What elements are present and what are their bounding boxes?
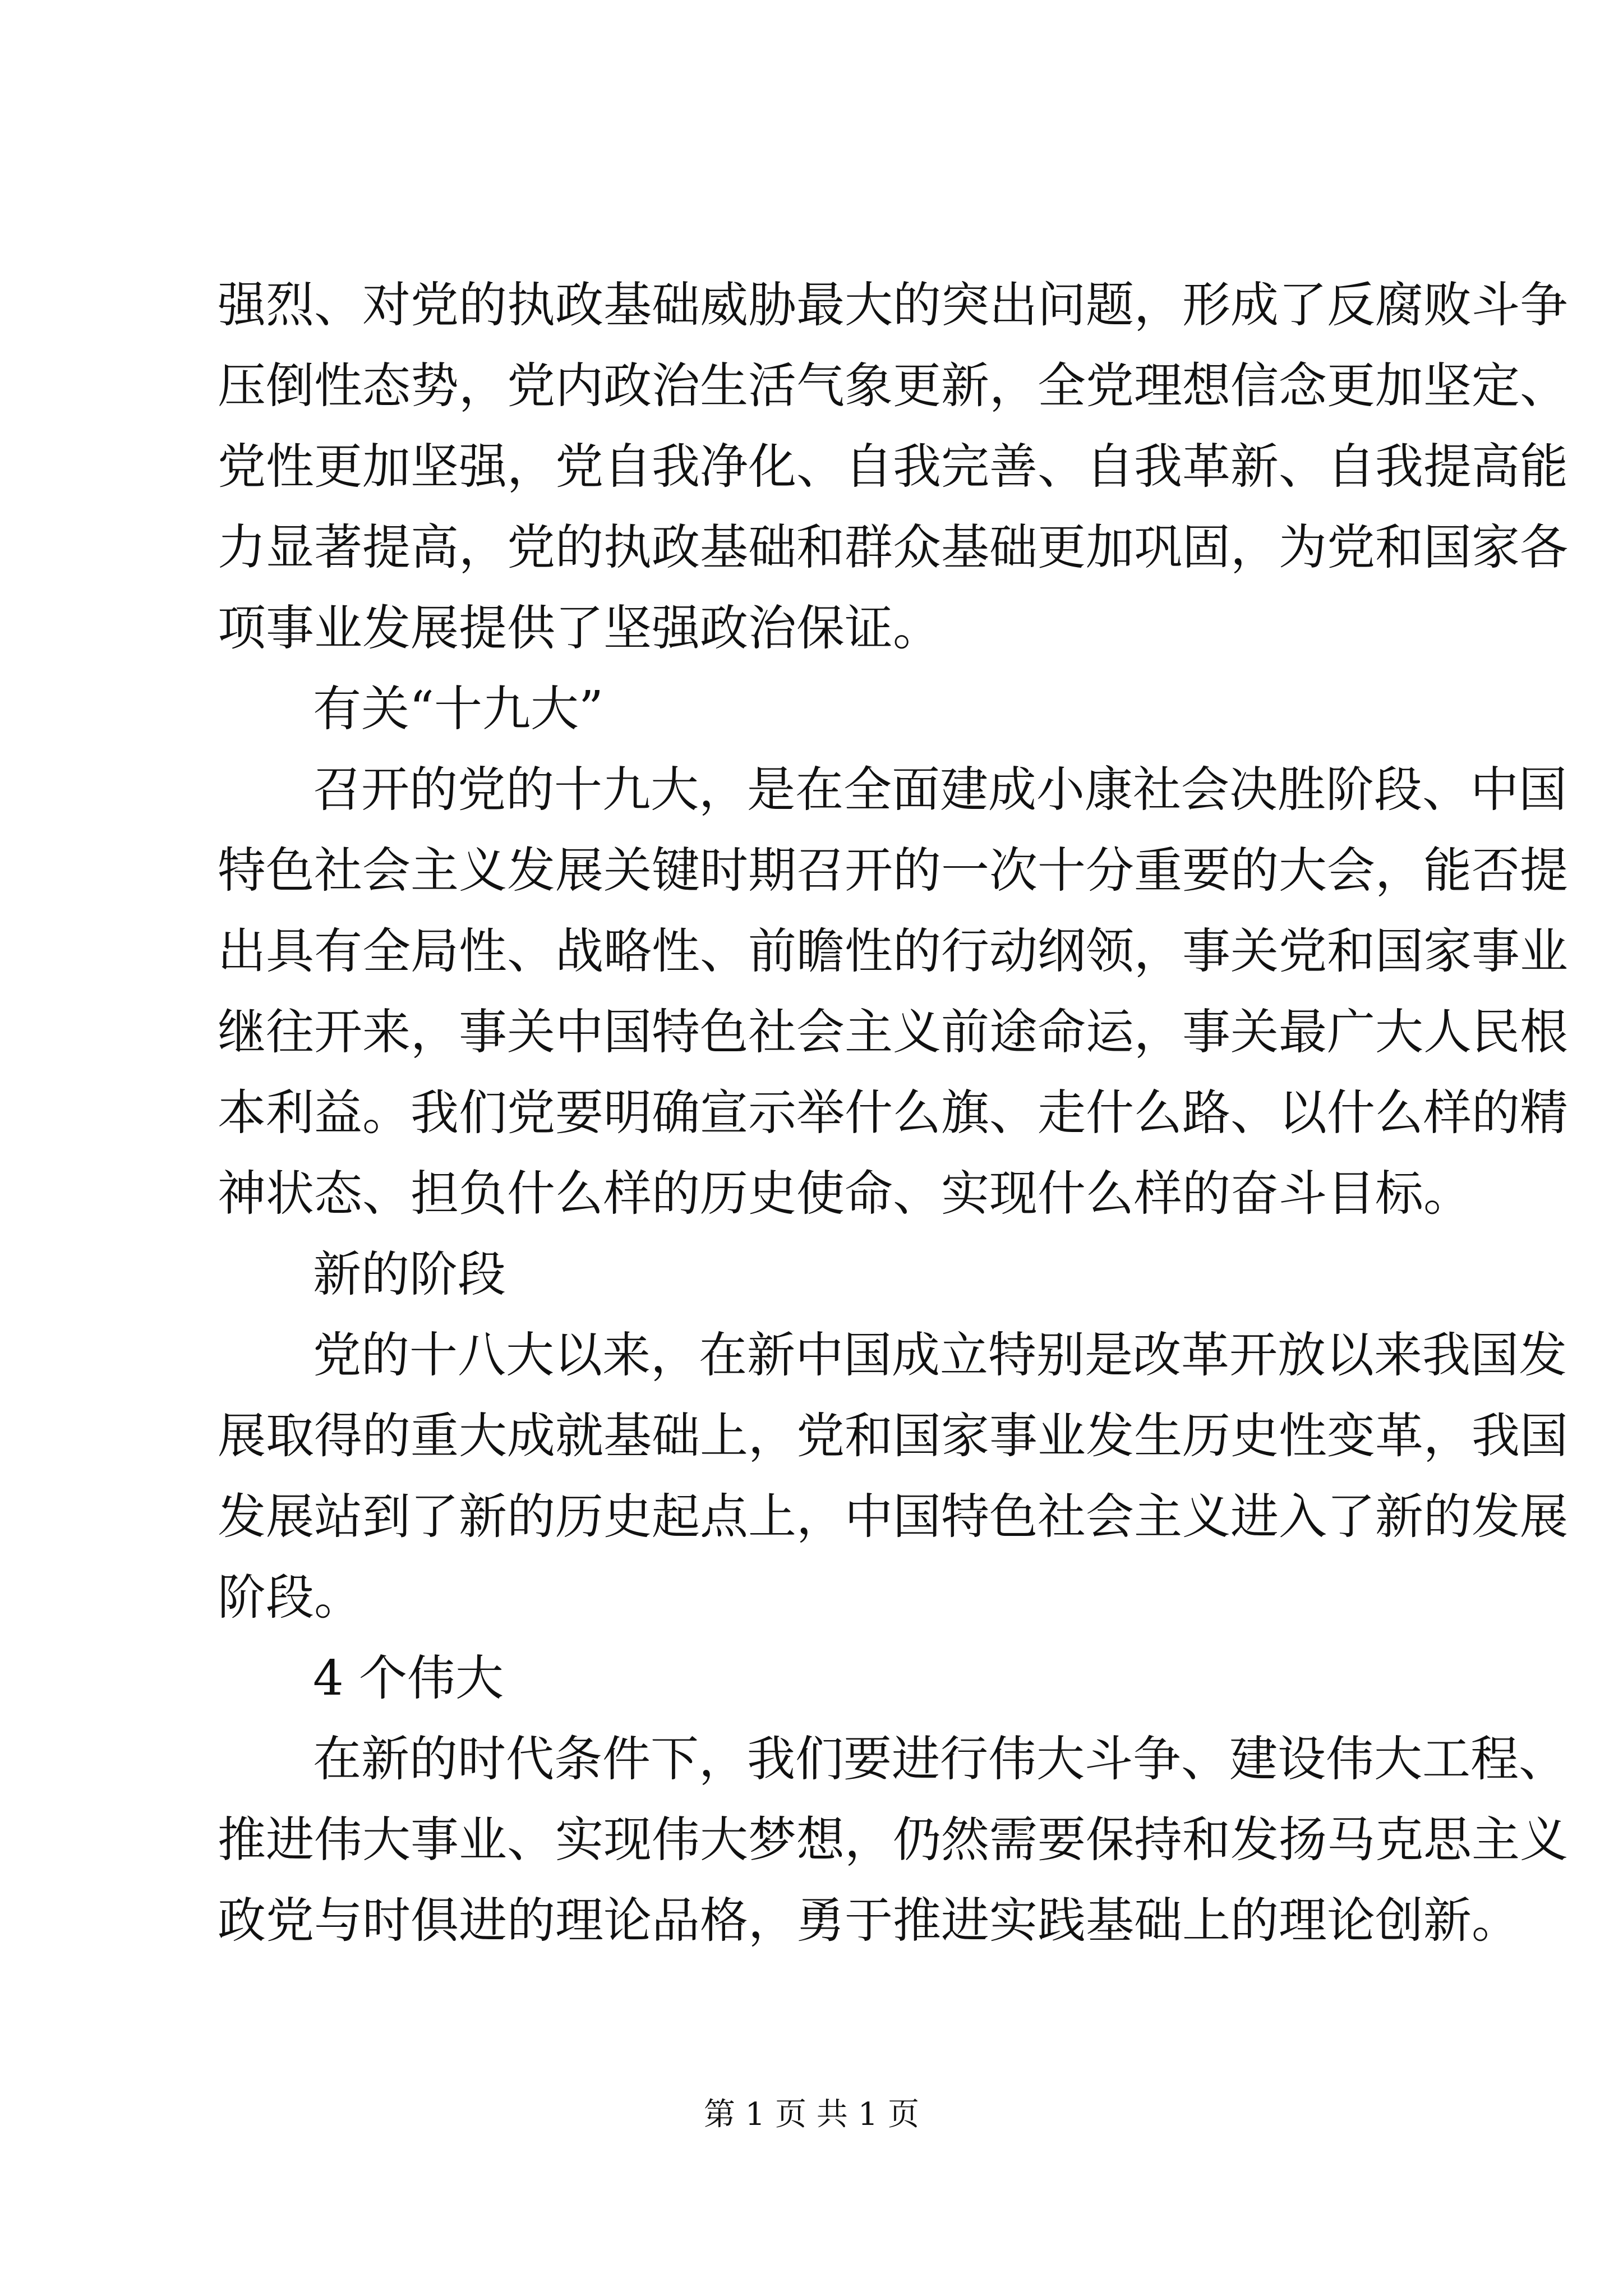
- heading-line: 新的阶段: [313, 1246, 506, 1303]
- paragraph-line: 召开的党的十九大，是在全面建成小康社会决胜阶段、中国: [313, 762, 1567, 818]
- paragraph-line: 特色社会主义发展关键时期召开的一次十分重要的大会，能否提: [218, 843, 1568, 899]
- paragraph-line: 展取得的重大成就基础上，党和国家事业发生历史性变革，我国: [218, 1408, 1568, 1464]
- paragraph-line: 在新的时代条件下，我们要进行伟大斗争、建设伟大工程、: [313, 1731, 1567, 1787]
- heading-line: 有关“十九大”: [313, 681, 603, 737]
- paragraph-line: 神状态、担负什么样的历史使命、实现什么样的奋斗目标。: [218, 1166, 1472, 1222]
- paragraph-line: 压倒性态势，党内政治生活气象更新，全党理想信念更加坚定、: [218, 358, 1568, 414]
- heading-line: 4 个伟大: [313, 1650, 504, 1706]
- paragraph-line: 发展站到了新的历史起点上，中国特色社会主义进入了新的发展: [218, 1489, 1568, 1545]
- paragraph-line: 出具有全局性、战略性、前瞻性的行动纲领，事关党和国家事业: [218, 923, 1568, 979]
- paragraph-new-stage: [218, 1315, 1568, 1638]
- section-heading-shijiuda: [218, 669, 1423, 749]
- paragraph-line: 本利益。我们党要明确宣示举什么旗、走什么路、以什么样的精: [218, 1085, 1568, 1141]
- paragraph-line: 推进伟大事业、实现伟大梦想，仍然需要保持和发扬马克思主义: [218, 1812, 1568, 1868]
- paragraph-line: 政党与时俱进的理论品格，勇于推进实践基础上的理论创新。: [218, 1893, 1520, 1949]
- paragraph-line: 党性更加坚强，党自我净化、自我完善、自我革新、自我提高能: [218, 439, 1568, 495]
- paragraph-line: 强烈、对党的执政基础威胁最大的突出问题，形成了反腐败斗争: [218, 277, 1568, 333]
- document-body: [218, 265, 1568, 1961]
- paragraph-line: 项事业发展提供了坚强政治保证。: [218, 600, 941, 656]
- page-footer: [0, 2092, 1623, 2137]
- paragraph-line: 继往开来，事关中国特色社会主义前途命运，事关最广大人民根: [218, 1004, 1568, 1060]
- paragraph-line: 力显著提高，党的执政基础和群众基础更加巩固，为党和国家各: [218, 519, 1568, 576]
- paragraph-line: 阶段。: [218, 1570, 362, 1626]
- paragraph-continuation: [218, 265, 1568, 669]
- section-heading-new-stage: [218, 1234, 1423, 1315]
- section-heading-four-greats: [218, 1638, 1423, 1719]
- paragraph-four-greats: [218, 1719, 1568, 1961]
- paragraph-line: 党的十八大以来，在新中国成立特别是改革开放以来我国发: [313, 1327, 1567, 1383]
- page-number-label: 第 1 页 共 1 页: [703, 2096, 920, 2133]
- paragraph-shijiuda: [218, 749, 1568, 1234]
